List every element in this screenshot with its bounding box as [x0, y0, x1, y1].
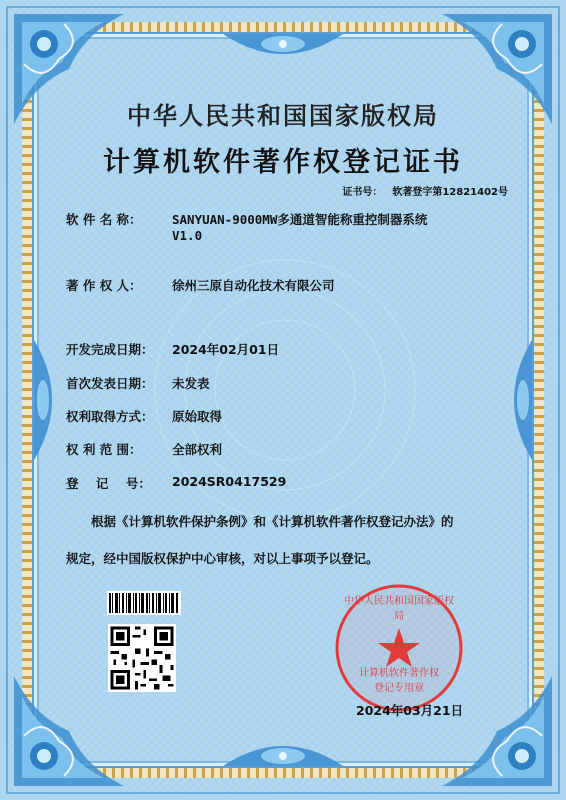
rights-scope-value: 全部权利 [172, 442, 223, 457]
development-date-value: 2024年02月01日 [172, 342, 280, 357]
field-registration-number [66, 474, 286, 492]
field-publication-date [66, 374, 210, 392]
copyright-owner-value: 徐州三原自动化技术有限公司 [172, 278, 335, 293]
issuer-title: 中华人民共和国国家版权局 [127, 101, 439, 130]
issue-date: 2024年03月21日 [356, 703, 464, 718]
statement-line-2: 规定，经中国版权保护中心审核，对以上事项予以登记。 [66, 551, 379, 566]
certificate-title: 计算机软件著作权登记证书 [103, 147, 463, 178]
field-label: 登 记 号： [66, 476, 151, 491]
bottom-center-ornament [223, 732, 343, 766]
field-development-date [66, 340, 279, 358]
statement-line-1: 根据《计算机软件保护条例》和《计算机软件著作权登记办法》的 [91, 514, 454, 529]
qr-code [108, 624, 176, 692]
barcode [107, 591, 181, 615]
registration-number-value: 2024SR0417529 [172, 474, 287, 489]
software-name-value: SANYUAN-9000MW多通道智能称重控制器系统 [172, 212, 428, 227]
seal-text-line-1: 计算机软件著作权 [359, 668, 439, 679]
field-label: 著 作 权 人： [66, 278, 142, 293]
right-side-ornament [506, 340, 532, 460]
publication-date-value: 未发表 [172, 376, 210, 391]
field-label: 权利取得方式： [66, 409, 154, 424]
certificate-number-value: 软著登字第12821402号 [392, 187, 508, 198]
acquisition-method-value: 原始取得 [172, 409, 223, 424]
field-label: 首次发表日期： [66, 376, 154, 391]
field-rights-scope [66, 440, 222, 458]
field-software-name [66, 210, 427, 243]
certificate-number [342, 183, 508, 198]
field-copyright-owner [66, 276, 335, 294]
field-label: 开发完成日期： [66, 342, 154, 357]
left-side-ornament [34, 340, 60, 460]
statement [66, 503, 516, 577]
software-version-value: V1.0 [172, 228, 203, 243]
certificate-number-label: 证书号： [342, 187, 383, 198]
seal-outer-text: 中华人民共和国国家版权局 [344, 596, 454, 622]
top-center-ornament [223, 34, 343, 68]
seal-text-line-2: 登记专用章 [374, 683, 424, 694]
field-label: 权 利 范 围： [66, 442, 142, 457]
field-label: 软 件 名 称： [66, 212, 142, 227]
field-acquisition-method [66, 407, 222, 425]
